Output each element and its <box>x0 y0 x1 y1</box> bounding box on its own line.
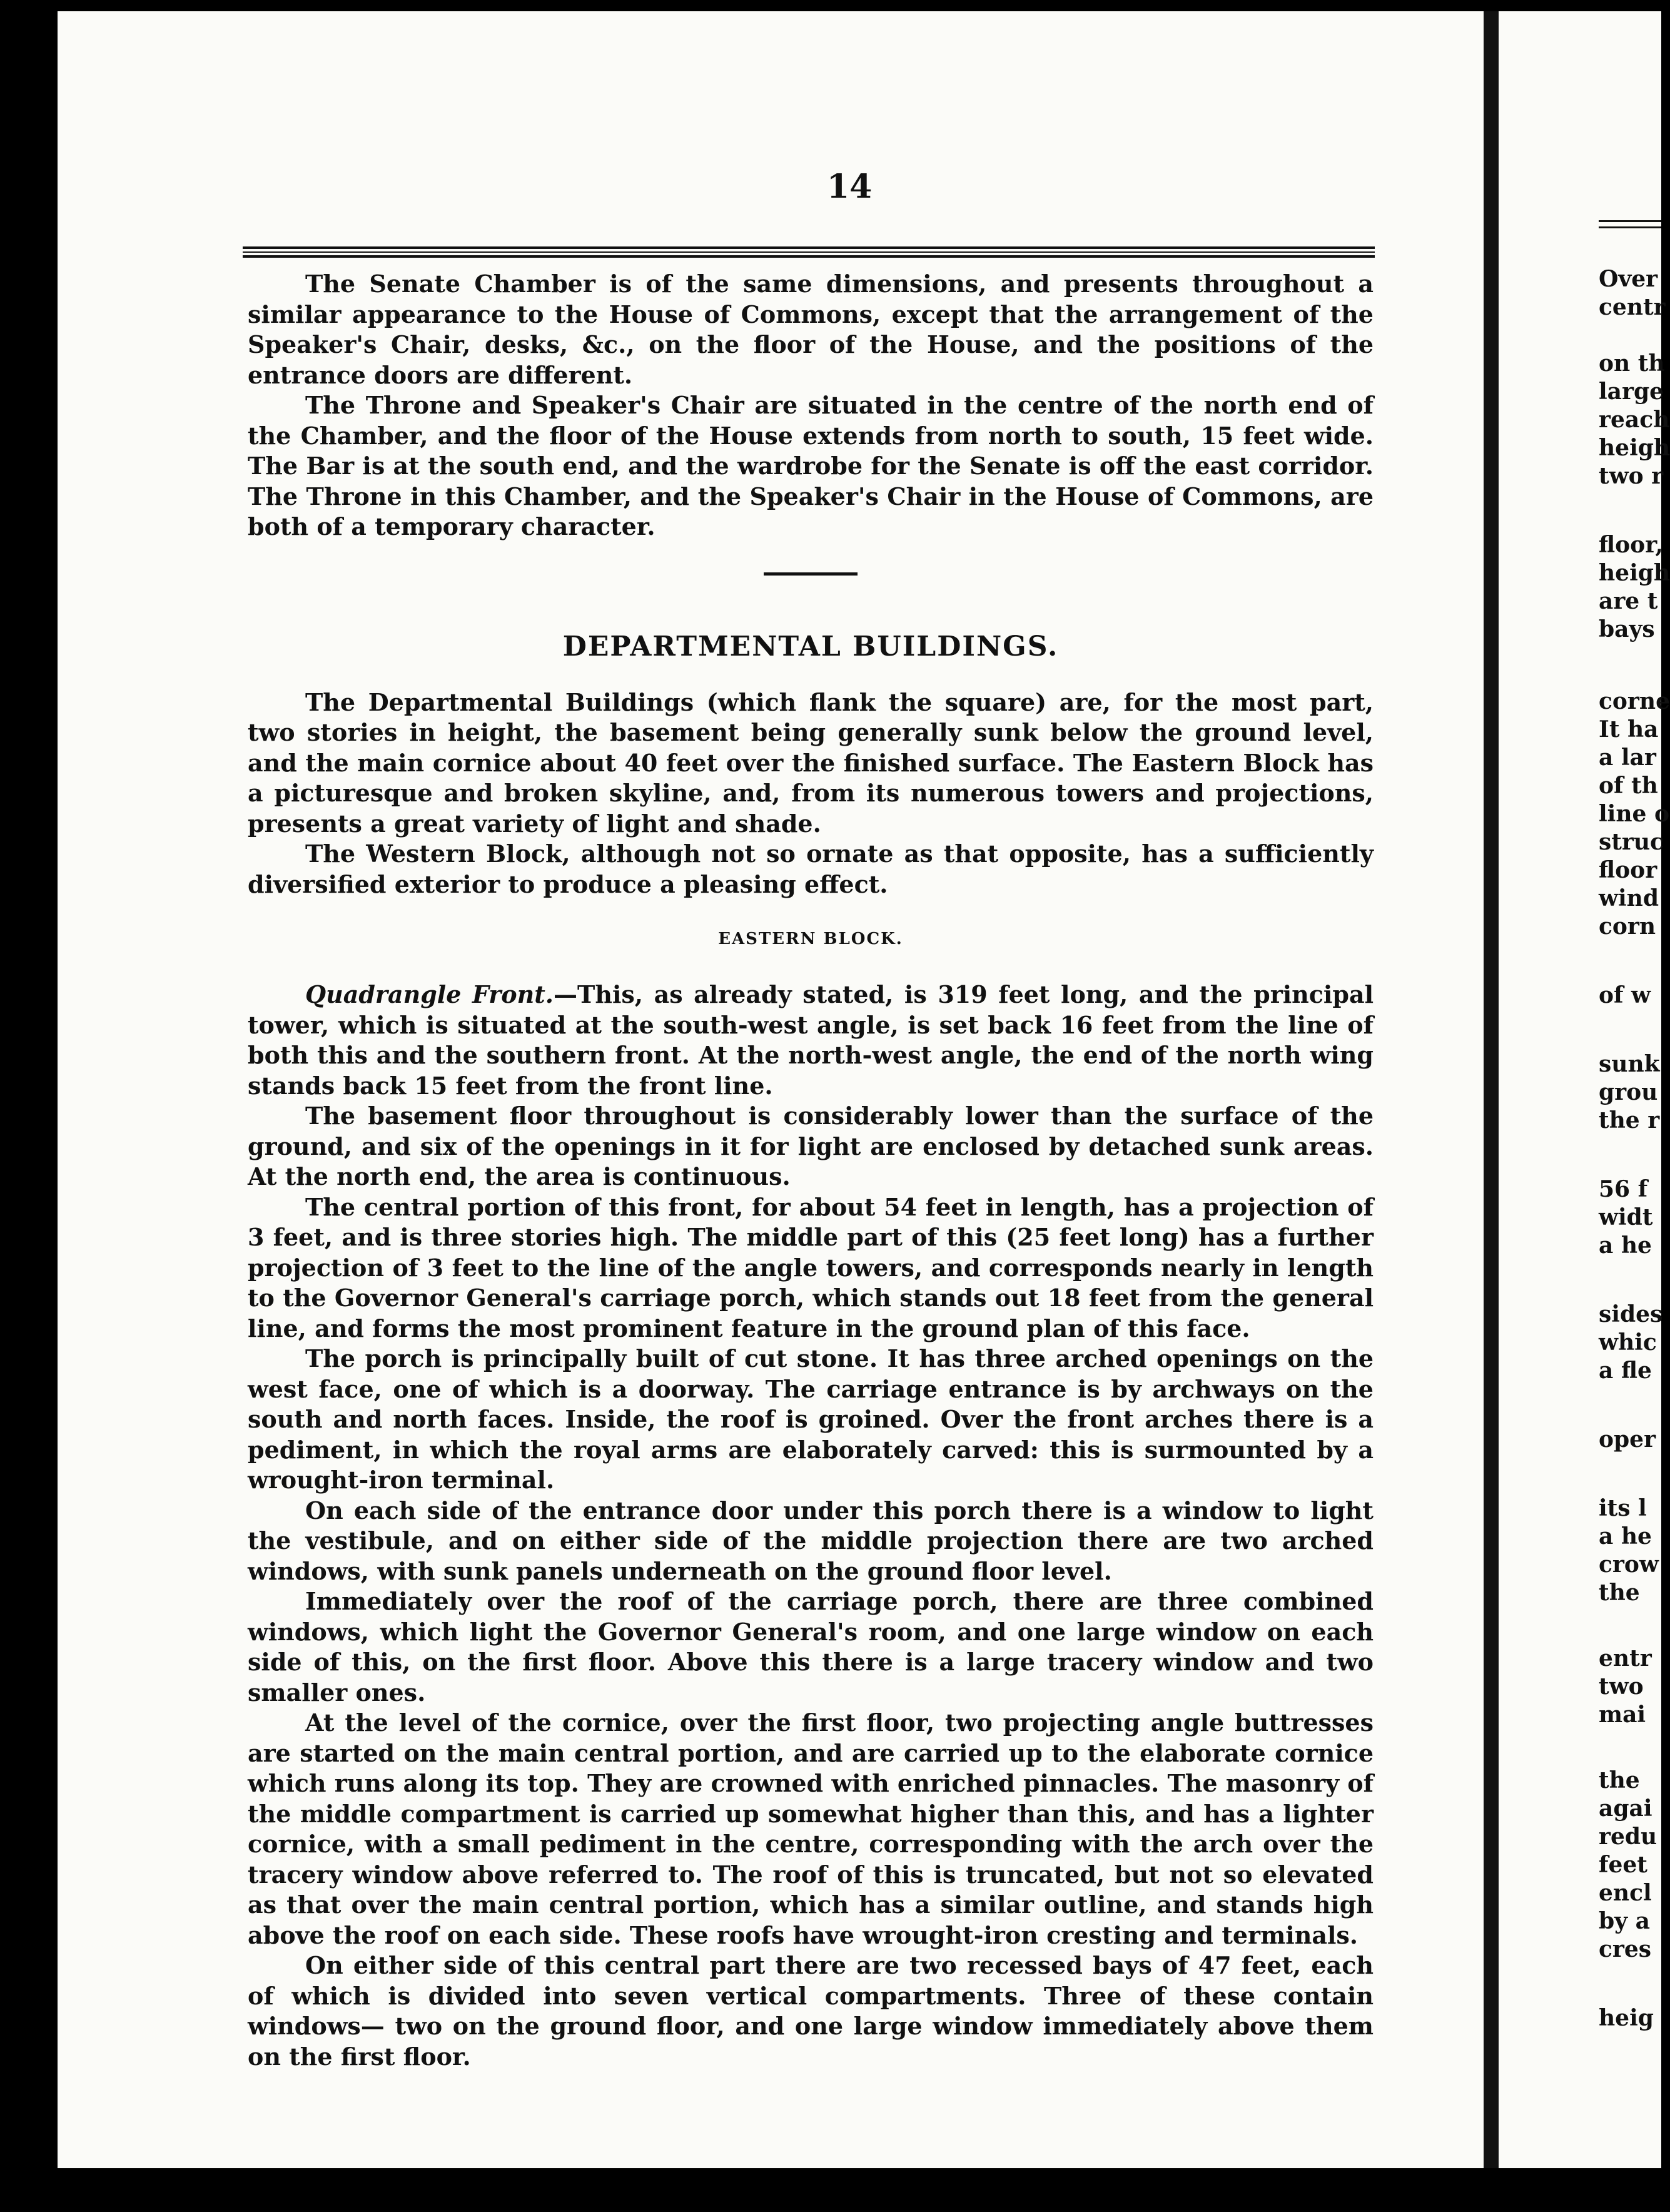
facing-page-fragment: 56 f <box>1599 1176 1648 1202</box>
eastern-paragraph-3: The porch is principally built of cut stone. It has three arched openings on the west face, one of which is a doorway. The carriage entrance is by archways on the south and north faces. Inside, the roof is groined. Over the front arches there is a pediment, in which the royal arms are elaborately carved: this is surmounted by a wrought-iron terminal. <box>248 1344 1374 1494</box>
eastern-paragraph-7: On either side of this central part there are two recessed bays of 47 feet, each of which is divided into seven vertical compartments. Three of these contain windows— two on the ground floor, and one large window immediately above them on the first floor. <box>248 1951 1374 2071</box>
facing-page-fragment: heigh <box>1599 435 1670 461</box>
header-rule-top <box>243 246 1375 249</box>
facing-page-fragment: struc <box>1599 829 1664 855</box>
facing-page-fragment: by a <box>1599 1908 1650 1934</box>
facing-page-rule-1 <box>1599 220 1661 222</box>
facing-page-fragment: agai <box>1599 1795 1652 1822</box>
facing-page-rule-2 <box>1599 226 1661 228</box>
eastern-paragraph-1: The basement floor throughout is considerably lower than the surface of the ground, and six of the openings in it for light are enclosed by detached sunk areas. At the north end, the area is continuous. <box>248 1102 1374 1190</box>
quadrangle-lead: Quadrangle Front. <box>305 980 554 1008</box>
facing-page-fragment: a lar <box>1599 744 1656 771</box>
facing-page-fragment: widt <box>1599 1204 1653 1230</box>
facing-page-fragment: cres <box>1599 1936 1652 1962</box>
facing-page-fragment: sides <box>1599 1301 1663 1327</box>
facing-page-fragment: the r <box>1599 1107 1660 1134</box>
facing-page-fragment: a he <box>1599 1523 1652 1550</box>
facing-page-fragment: entr <box>1599 1645 1652 1672</box>
facing-page-fragment: bays <box>1599 616 1655 642</box>
eastern-paragraph-4: On each side of the entrance door under this porch there is a window to light the vestibule, and on either side of the middle projection there are two arched windows, with sunk panels underneath on the ground floor level. <box>248 1496 1374 1585</box>
facing-page-fragment: reach <box>1599 407 1670 433</box>
facing-page-fragment: grou <box>1599 1079 1658 1105</box>
facing-page-fragment: centr <box>1599 294 1666 320</box>
facing-page-fragment: corne <box>1599 688 1670 714</box>
page-gutter <box>1484 11 1499 2168</box>
facing-page-fragment: oper <box>1599 1426 1656 1453</box>
facing-page-fragment: two r <box>1599 463 1664 489</box>
senate-paragraph-2: The Throne and Speaker's Chair are situated in the centre of the north end of the Chamber, and the floor of the House extends from north to south, 15 feet wide. The Bar is at the south end, and the wardrobe for the Senate is off the east corridor. The Throne in this Chamber, and the Speaker's Chair in the House of Commons, are both of a temporary character. <box>248 391 1374 540</box>
facing-page-fragment: encl <box>1599 1880 1652 1906</box>
facing-page-fragment: sunk <box>1599 1051 1660 1077</box>
facing-page-fragment: feet <box>1599 1852 1647 1878</box>
facing-page-fragment: two <box>1599 1673 1644 1700</box>
departmental-paragraph-2: The Western Block, although not so ornate as that opposite, has a sufficiently diversified exterior to produce a pleasing effect. <box>248 840 1374 898</box>
facing-page-fragment: heigh <box>1599 560 1670 586</box>
facing-page-fragment: the <box>1599 1767 1640 1793</box>
facing-page-fragment: a he <box>1599 1232 1652 1259</box>
eastern-paragraph-5: Immediately over the roof of the carriage porch, there are three combined windows, which light the Governor General's room, and one large window on each side of this, on the first floor. Above this there is a large tracery window and two smaller ones. <box>248 1587 1374 1707</box>
facing-page-fragment: a fle <box>1599 1357 1652 1384</box>
facing-page-fragment: whic <box>1599 1329 1657 1356</box>
facing-page-fragment: Over <box>1599 266 1658 292</box>
section-heading: DEPARTMENTAL BUILDINGS. <box>562 630 1059 662</box>
facing-page-fragment: large <box>1599 378 1664 405</box>
eastern-paragraph-2: The central portion of this front, for about 54 feet in length, has a projection of 3 feet, and is three stories high. The middle part of this (25 feet long) has a further projection of 3 feet to the line of the angle towers, and corresponds nearly in length to the Governor General's carriage porch, which stands out 18 feet from the general line, and forms the most prominent feature in the ground plan of this face. <box>248 1192 1374 1342</box>
facing-page-fragment: heig <box>1599 2005 1654 2031</box>
facing-page-fragment: are t <box>1599 588 1658 614</box>
facing-page-fragment: crow <box>1599 1551 1659 1578</box>
facing-page-fragment: on th <box>1599 350 1665 377</box>
facing-page-fragment: floor, <box>1599 532 1664 558</box>
facing-page-fragment: mai <box>1599 1702 1646 1728</box>
section-separator <box>764 572 858 576</box>
facing-page-fragment: floor <box>1599 857 1657 883</box>
eastern-block-subheading: EASTERN BLOCK. <box>718 930 903 948</box>
facing-page-fragment: It ha <box>1599 716 1659 743</box>
quadrangle-text: —This, as already stated, is 319 feet long, and the principal tower, which is situated at the south-west angle, is set back 16 feet from the line of both this and the southern front. At the north-west angle, the end of the north wing stands back 15 feet from the front line. <box>248 980 1374 1100</box>
facing-page-fragment: wind <box>1599 885 1659 911</box>
quadrangle-paragraph <box>248 980 1374 1101</box>
header-rule-bottom <box>243 255 1375 258</box>
facing-page-fragment: of w <box>1599 982 1651 1008</box>
facing-page-fragment: its l <box>1599 1495 1647 1521</box>
facing-page-fragment: redu <box>1599 1824 1657 1850</box>
facing-page-fragment: corn <box>1599 913 1656 940</box>
text-column <box>248 269 1374 2072</box>
page-number: 14 <box>827 168 873 206</box>
departmental-paragraph-1: The Departmental Buildings (which flank the square) are, for the most part, two stories in height, the basement being generally sunk below the ground level, and the main cornice about 40 feet over the finished surface. The Eastern Block has a picturesque and broken skyline, and, from its numerous towers and projections, presents a great variety of light and shade. <box>248 687 1374 838</box>
eastern-paragraph-6: At the level of the cornice, over the first floor, two projecting angle buttresses are started on the main central portion, and are carried up to the elaborate cornice which runs along its top. They are crowned with enriched pinnacles. The masonry of the middle compartment is carried up somewhat higher than this, and has a lighter cornice, with a small pediment in the centre, corresponding with the arch over the tracery window above referred to. The roof of this is truncated, but not so elevated as that over the main central portion, which has a similar outline, and stands high above the roof on each side. These roofs have wrought-iron cresting and terminals. <box>248 1708 1374 1949</box>
facing-page-fragment: line o <box>1599 801 1669 827</box>
facing-page-fragment: the <box>1599 1580 1640 1606</box>
facing-page-fragment: of th <box>1599 773 1658 799</box>
senate-paragraph-1: The Senate Chamber is of the same dimensions, and presents throughout a similar appearance to the House of Commons, except that the arrangement of the Speaker's Chair, desks, &c., on the floor of the House, and the positions of the entrance doors are different. <box>248 270 1374 389</box>
header-rule-mid <box>243 251 1375 253</box>
